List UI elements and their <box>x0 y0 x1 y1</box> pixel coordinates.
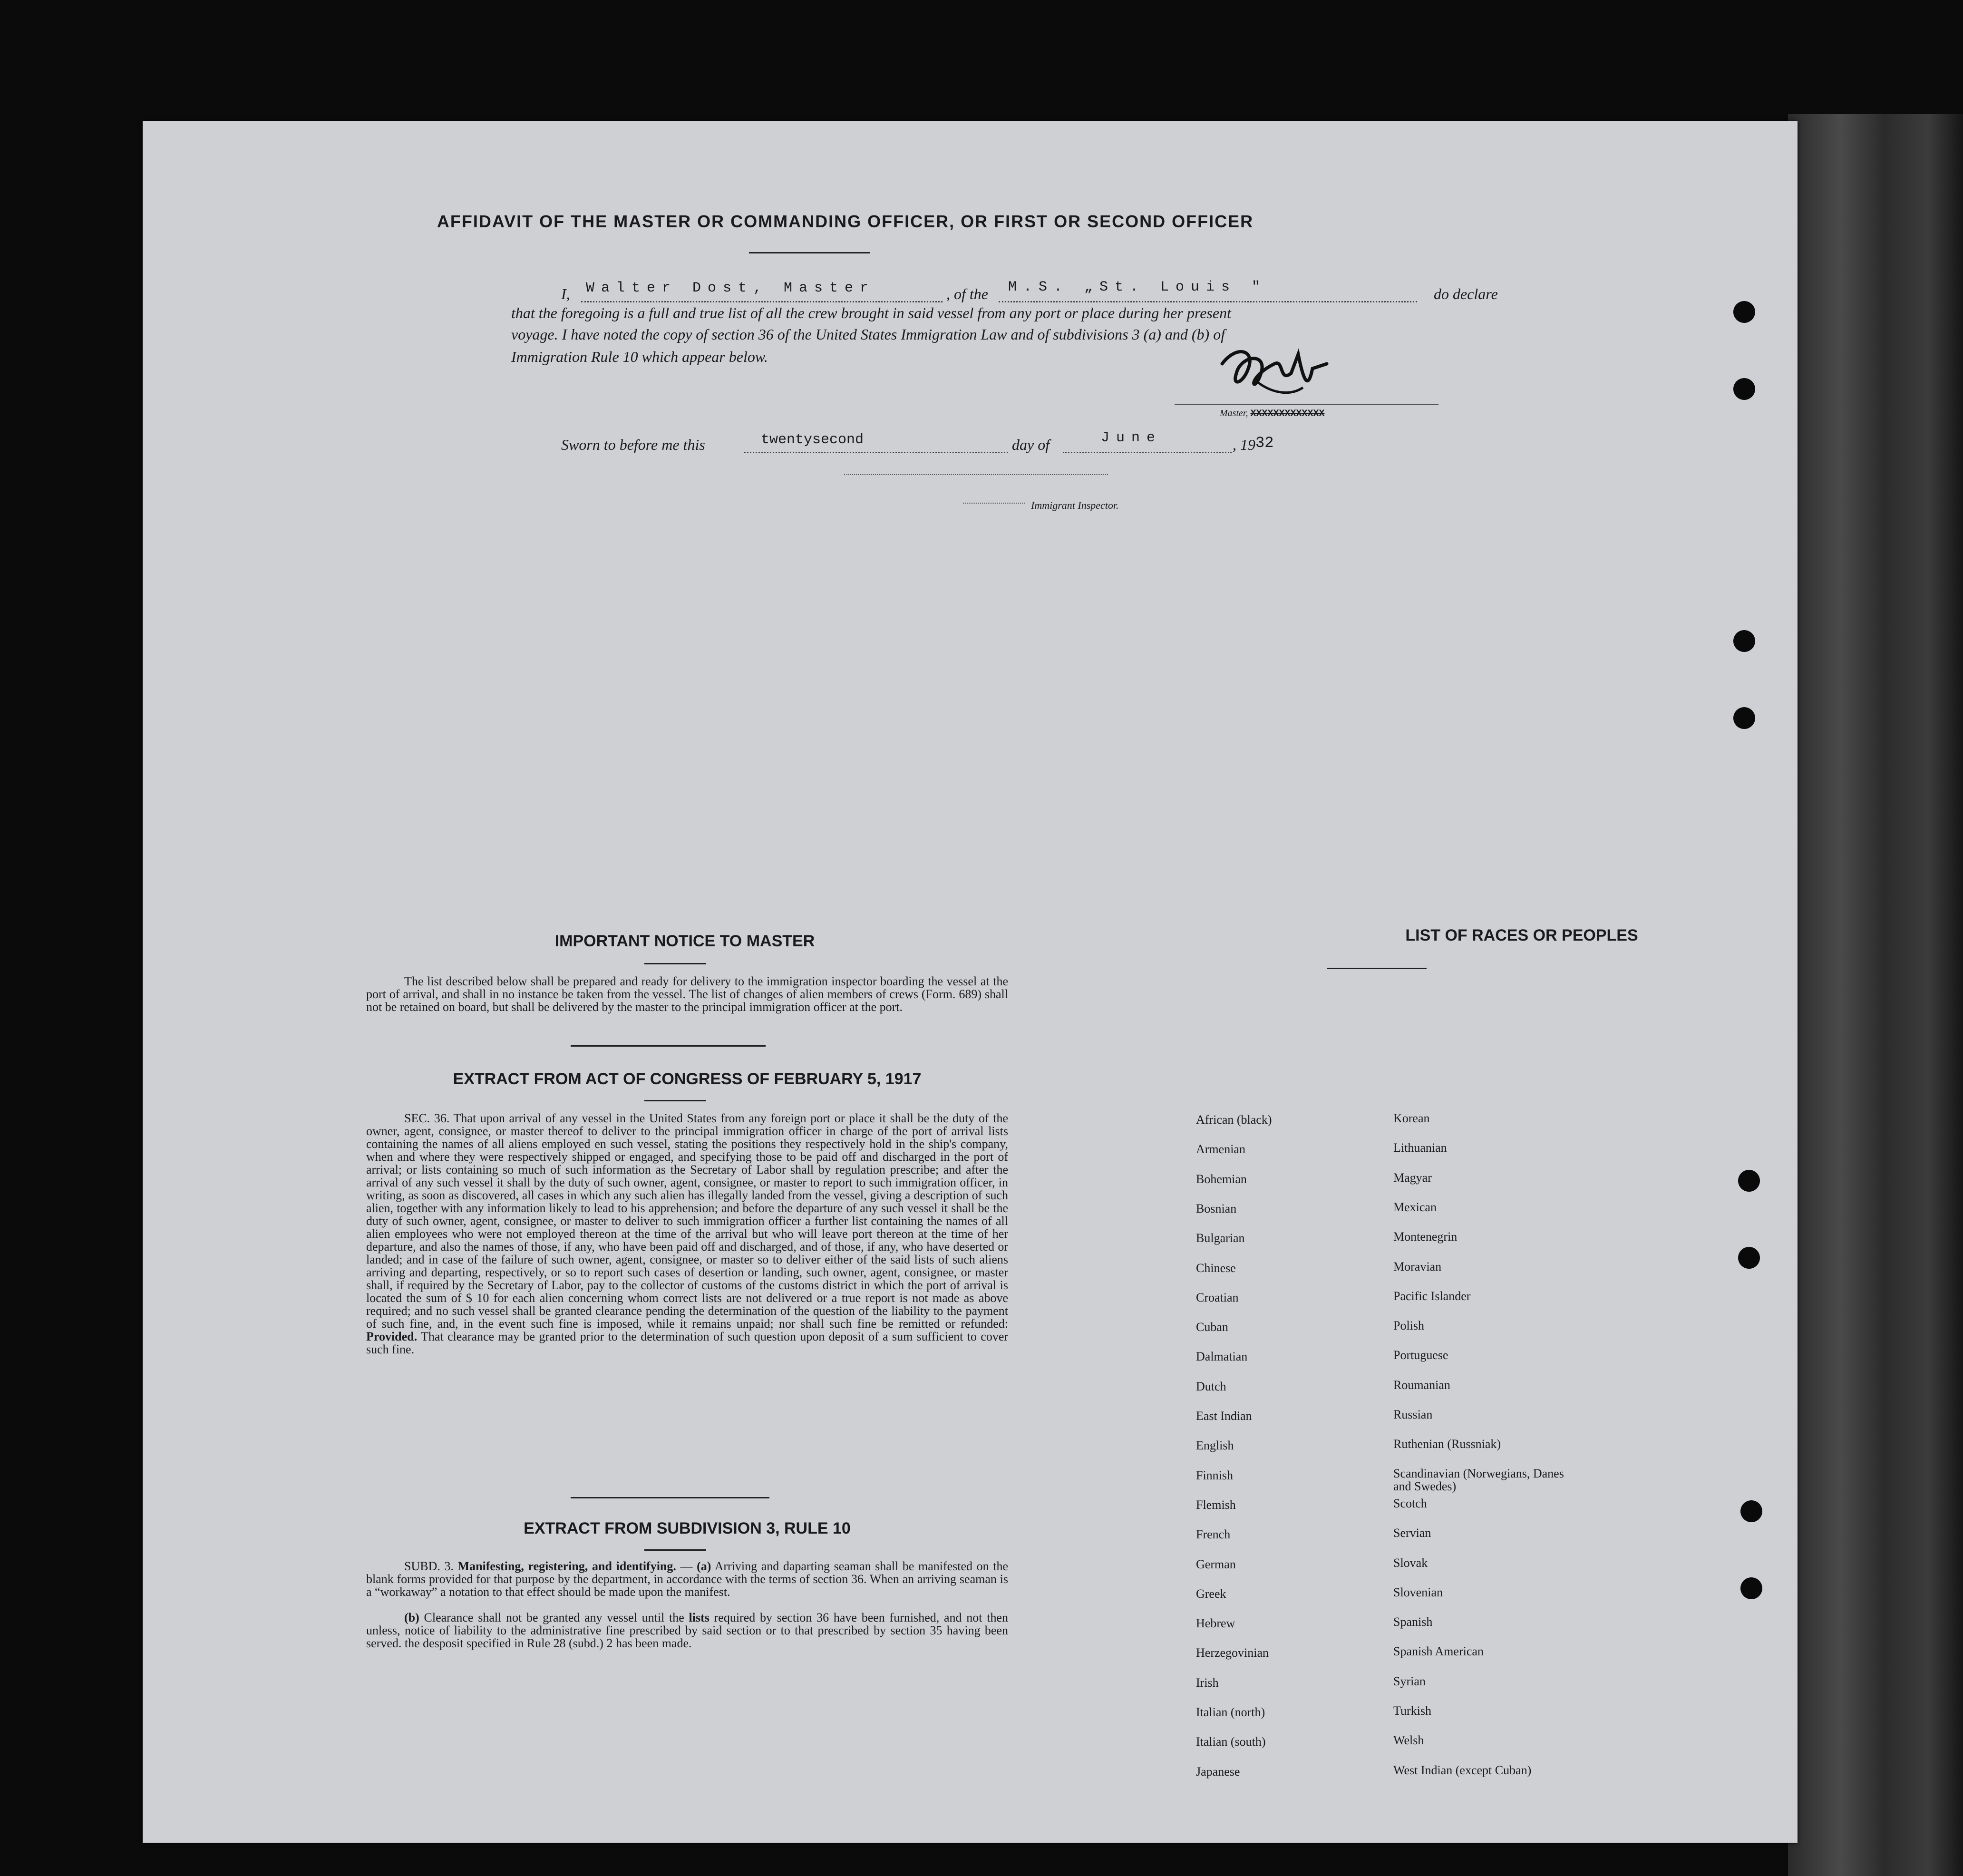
left-race-item: Bosnian <box>1196 1202 1237 1215</box>
left-race-item: English <box>1196 1439 1234 1452</box>
left-race-item: Herzegovinian <box>1196 1646 1269 1660</box>
right-race-item: Welsh <box>1393 1733 1424 1747</box>
a-label: (a) <box>697 1559 711 1573</box>
of-the-label: , of the <box>946 285 988 302</box>
left-race-item: Bohemian <box>1196 1172 1247 1186</box>
i-label: I, <box>561 285 570 302</box>
section-divider <box>571 1497 769 1498</box>
affidavit-line-4: Immigration Rule 10 which appear below. <box>511 348 768 365</box>
master-caption <box>1220 408 1324 419</box>
right-race-item: Montenegrin <box>1393 1230 1458 1244</box>
punch-hole <box>1733 301 1755 323</box>
b-text-2: required by section 36 have been furnished, and not then unless, notice of liability to the administrative fine prescribed by said section or to that prescribed by section 35 having been served. the desposit specified in Rule 28 (subd.) 2 has been made. <box>366 1611 1008 1650</box>
left-race-item: Flemish <box>1196 1498 1236 1512</box>
b-label: (b) <box>404 1611 419 1624</box>
right-race-item: Spanish American <box>1393 1644 1484 1658</box>
a-text: Arriving and daparting seaman shall be manifested on the blank forms provided for that purpose by the department, in accordance with the terms of section 36. When an arriving seaman is a “workaway” a notation to that effect should be made upon the manifest. <box>366 1559 1008 1599</box>
right-race-item: Turkish <box>1393 1704 1431 1718</box>
left-race-item: Croatian <box>1196 1291 1239 1304</box>
affidavit-line-3: voyage. I have noted the copy of section 36 of the United States Immigration Law and of subdivisions 3 (a) and (b) of <box>511 326 1225 343</box>
subd-b-text <box>366 1611 1008 1650</box>
extract-act-text <box>366 1112 1008 1356</box>
master-name-value: Walter Dost, Master <box>586 280 875 296</box>
punch-hole <box>1738 1247 1760 1269</box>
right-race-item: Slovak <box>1393 1556 1428 1570</box>
binder-edge <box>1788 114 1963 1876</box>
right-race-item: Magyar <box>1393 1171 1432 1185</box>
affidavit-line-2: that the foregoing is a full and true list of all the crew brought in said vessel from any port or place during her present <box>511 304 1231 321</box>
inspector-name-line <box>963 502 1025 504</box>
sworn-day-value: twentysecond <box>761 432 864 448</box>
right-race-item: Mexican <box>1393 1200 1437 1214</box>
day-of-label: day of <box>1012 436 1050 453</box>
b-lists: lists <box>689 1611 709 1624</box>
right-race-item: Portuguese <box>1393 1348 1448 1362</box>
left-race-item: Italian (north) <box>1196 1705 1265 1719</box>
right-race-item: Russian <box>1393 1408 1433 1421</box>
left-race-item: Bulgarian <box>1196 1231 1245 1245</box>
month-value: June <box>1101 430 1162 446</box>
inspector-caption: Immigrant Inspector. <box>1031 499 1119 511</box>
right-race-item: Roumanian <box>1393 1378 1450 1392</box>
right-race-item: Polish <box>1393 1319 1425 1332</box>
races-title: LIST OF RACES OR PEOPLES <box>1405 926 1638 944</box>
signature-line <box>1175 404 1438 405</box>
extract-act-body: SEC. 36. That upon arrival of any vessel in the United States from any foreign port or place it shall be the duty of the owner, agent, consignee, or master thereof to deliver to the principal immigration officer in charge of the port of arrival lists containing the names of all aliens employed en such vessel, stating the positions they respectively hold in the ship's company, when and where they were respectively shipped or engaged, and specifying those to be paid off and discharged in the port of arrival; or lists containing so much of such information as the Secretary of Labor shall by regulation prescribe; and after the arrival of any such vessel it shall by the duty of such owner, agent, consignee, or master to report to such immigration officer, in writing, as soon as discovered, all cases in which any such alien has illegally landed from the vessel, giving a description of such alien, together with any information likely to lead to his apprehension; and before the departure of any such vessel it shall be the duty of such owner, agent, consignee, or master to deliver to such immigration officer a further list containing the names of all alien employees who were not employed thereon at the time of the arrival but who will leave port thereon at the time of her departure, and also the names of those, if any, who have been paid off and discharged, and of those, if any, who have deserted or landed; and in case of the failure of such owner, agent, consignee, or master so to deliver either of the said lists of such aliens arriving and departing, respectively, or so to report such cases of desertion or landing, such owner, agent, consignee, or master shall, if required by the Secretary of Labor, pay to the collector of customs of the customs district in which the port of arrival is located the sum of $ 10 for each alien concerning whom correct lists are not delivered or a true report is not made as above required; and no such vessel shall be granted clearance pending the determination of the question of the liability to the payment of such fine, and, in the event such fine is imposed, while it remains unpaid; nor shall such fine be remitted or refunded: <box>366 1111 1008 1331</box>
right-race-item: Spanish <box>1393 1615 1433 1629</box>
punch-hole <box>1733 707 1755 729</box>
master-signature <box>1203 335 1346 407</box>
right-race-item: West Indian (except Cuban) <box>1393 1763 1532 1777</box>
punch-hole <box>1738 1170 1760 1192</box>
sworn-label: Sworn to before me this <box>561 436 705 453</box>
right-race-item: Lithuanian <box>1393 1141 1447 1155</box>
extract-act-underline <box>644 1100 706 1101</box>
right-race-item: Servian <box>1393 1526 1431 1540</box>
punch-hole <box>1733 378 1755 400</box>
year-suffix: 32 <box>1255 434 1274 452</box>
left-race-item: Greek <box>1196 1587 1226 1601</box>
left-race-item: Dalmatian <box>1196 1350 1248 1363</box>
right-race-item: Scotch <box>1393 1497 1427 1510</box>
right-race-item: Scandinavian (Norwegians, Danes and Swedes) <box>1393 1467 1564 1493</box>
right-race-item: Pacific Islander <box>1393 1289 1471 1303</box>
extract-act-title: EXTRACT FROM ACT OF CONGRESS OF FEBRUARY 5, 1917 <box>453 1070 922 1088</box>
left-race-item: African (black) <box>1196 1113 1272 1127</box>
left-race-item: Cuban <box>1196 1320 1228 1334</box>
left-race-item: Hebrew <box>1196 1616 1235 1630</box>
left-race-item: German <box>1196 1557 1236 1571</box>
title-underline <box>749 252 870 253</box>
b-text-1: Clearance shall not be granted any vessel until the <box>424 1611 684 1624</box>
provided-label: Provided. <box>366 1330 418 1343</box>
notice-title: IMPORTANT NOTICE TO MASTER <box>554 932 815 950</box>
right-race-item: Syrian <box>1393 1674 1426 1688</box>
punch-hole <box>1733 630 1755 652</box>
year-prefix: , 19 <box>1233 436 1255 453</box>
master-caption-text: Master, <box>1220 408 1248 418</box>
right-race-item: Ruthenian (Russniak) <box>1393 1437 1501 1451</box>
left-race-item: Japanese <box>1196 1765 1240 1779</box>
left-race-item: Finnish <box>1196 1468 1234 1482</box>
extract-rule-underline <box>644 1549 706 1551</box>
left-race-item: Dutch <box>1196 1380 1226 1393</box>
affidavit-title: AFFIDAVIT OF THE MASTER OR COMMANDING OFFICER, OR FIRST OR SECOND OFFICER <box>437 212 1254 231</box>
do-declare-label: do declare <box>1434 285 1498 302</box>
vessel-field <box>999 279 1417 302</box>
left-race-item: French <box>1196 1527 1231 1541</box>
right-race-item: Korean <box>1393 1111 1430 1125</box>
right-race-item: Slovenian <box>1393 1585 1443 1599</box>
extract-rule-title: EXTRACT FROM SUBDIVISION 3, RULE 10 <box>524 1519 851 1537</box>
extract-act-end: That clearance may be granted prior to the determination of such question upon deposit of a sum sufficient to cover such fine. <box>366 1330 1009 1356</box>
subd-a-text: SUBD. 3. Manifesting, registering, and identifying. — (a) Arriving and daparting seaman shall be manifested on the blank forms provided for that purpose by the department, in accordance with the terms of section 36. When an arriving seaman is a “workaway” a notation to that effect should be made upon the manifest. <box>366 1559 1008 1599</box>
left-race-item: Armenian <box>1196 1142 1245 1156</box>
year-field <box>1233 436 1273 455</box>
sworn-day-field <box>744 433 1008 453</box>
left-race-item: East Indian <box>1196 1409 1252 1423</box>
month-field <box>1063 430 1232 453</box>
punch-hole <box>1740 1577 1762 1599</box>
section-divider <box>571 1045 766 1047</box>
vessel-value: M.S. „St. Louis " <box>1008 279 1267 295</box>
left-race-item: Chinese <box>1196 1261 1236 1275</box>
left-race-item: Italian (south) <box>1196 1735 1266 1749</box>
notice-text: The list described below shall be prepared and ready for delivery to the immigration inspector boarding the vessel at the port of arrival, and shall in no instance be taken from the vessel. The list of changes of alien members of crews (Form. 689) shall not be retained on board, but shall be delivered by the master to the principal immigration officer at the port. <box>366 974 1008 1014</box>
subd-label: SUBD. 3. <box>404 1559 454 1573</box>
notice-underline <box>644 963 706 964</box>
races-underline <box>1327 968 1427 969</box>
subd-heading: Manifesting, registering, and identifying. <box>457 1559 676 1573</box>
left-race-item: Irish <box>1196 1676 1219 1690</box>
punch-hole <box>1740 1500 1762 1522</box>
master-caption-struck: XXXXXXXXXXXXX <box>1250 408 1325 419</box>
document-page <box>143 121 1798 1843</box>
inspector-signature-line <box>844 473 1108 475</box>
master-name-field <box>581 282 943 302</box>
right-race-item: Moravian <box>1393 1260 1442 1273</box>
